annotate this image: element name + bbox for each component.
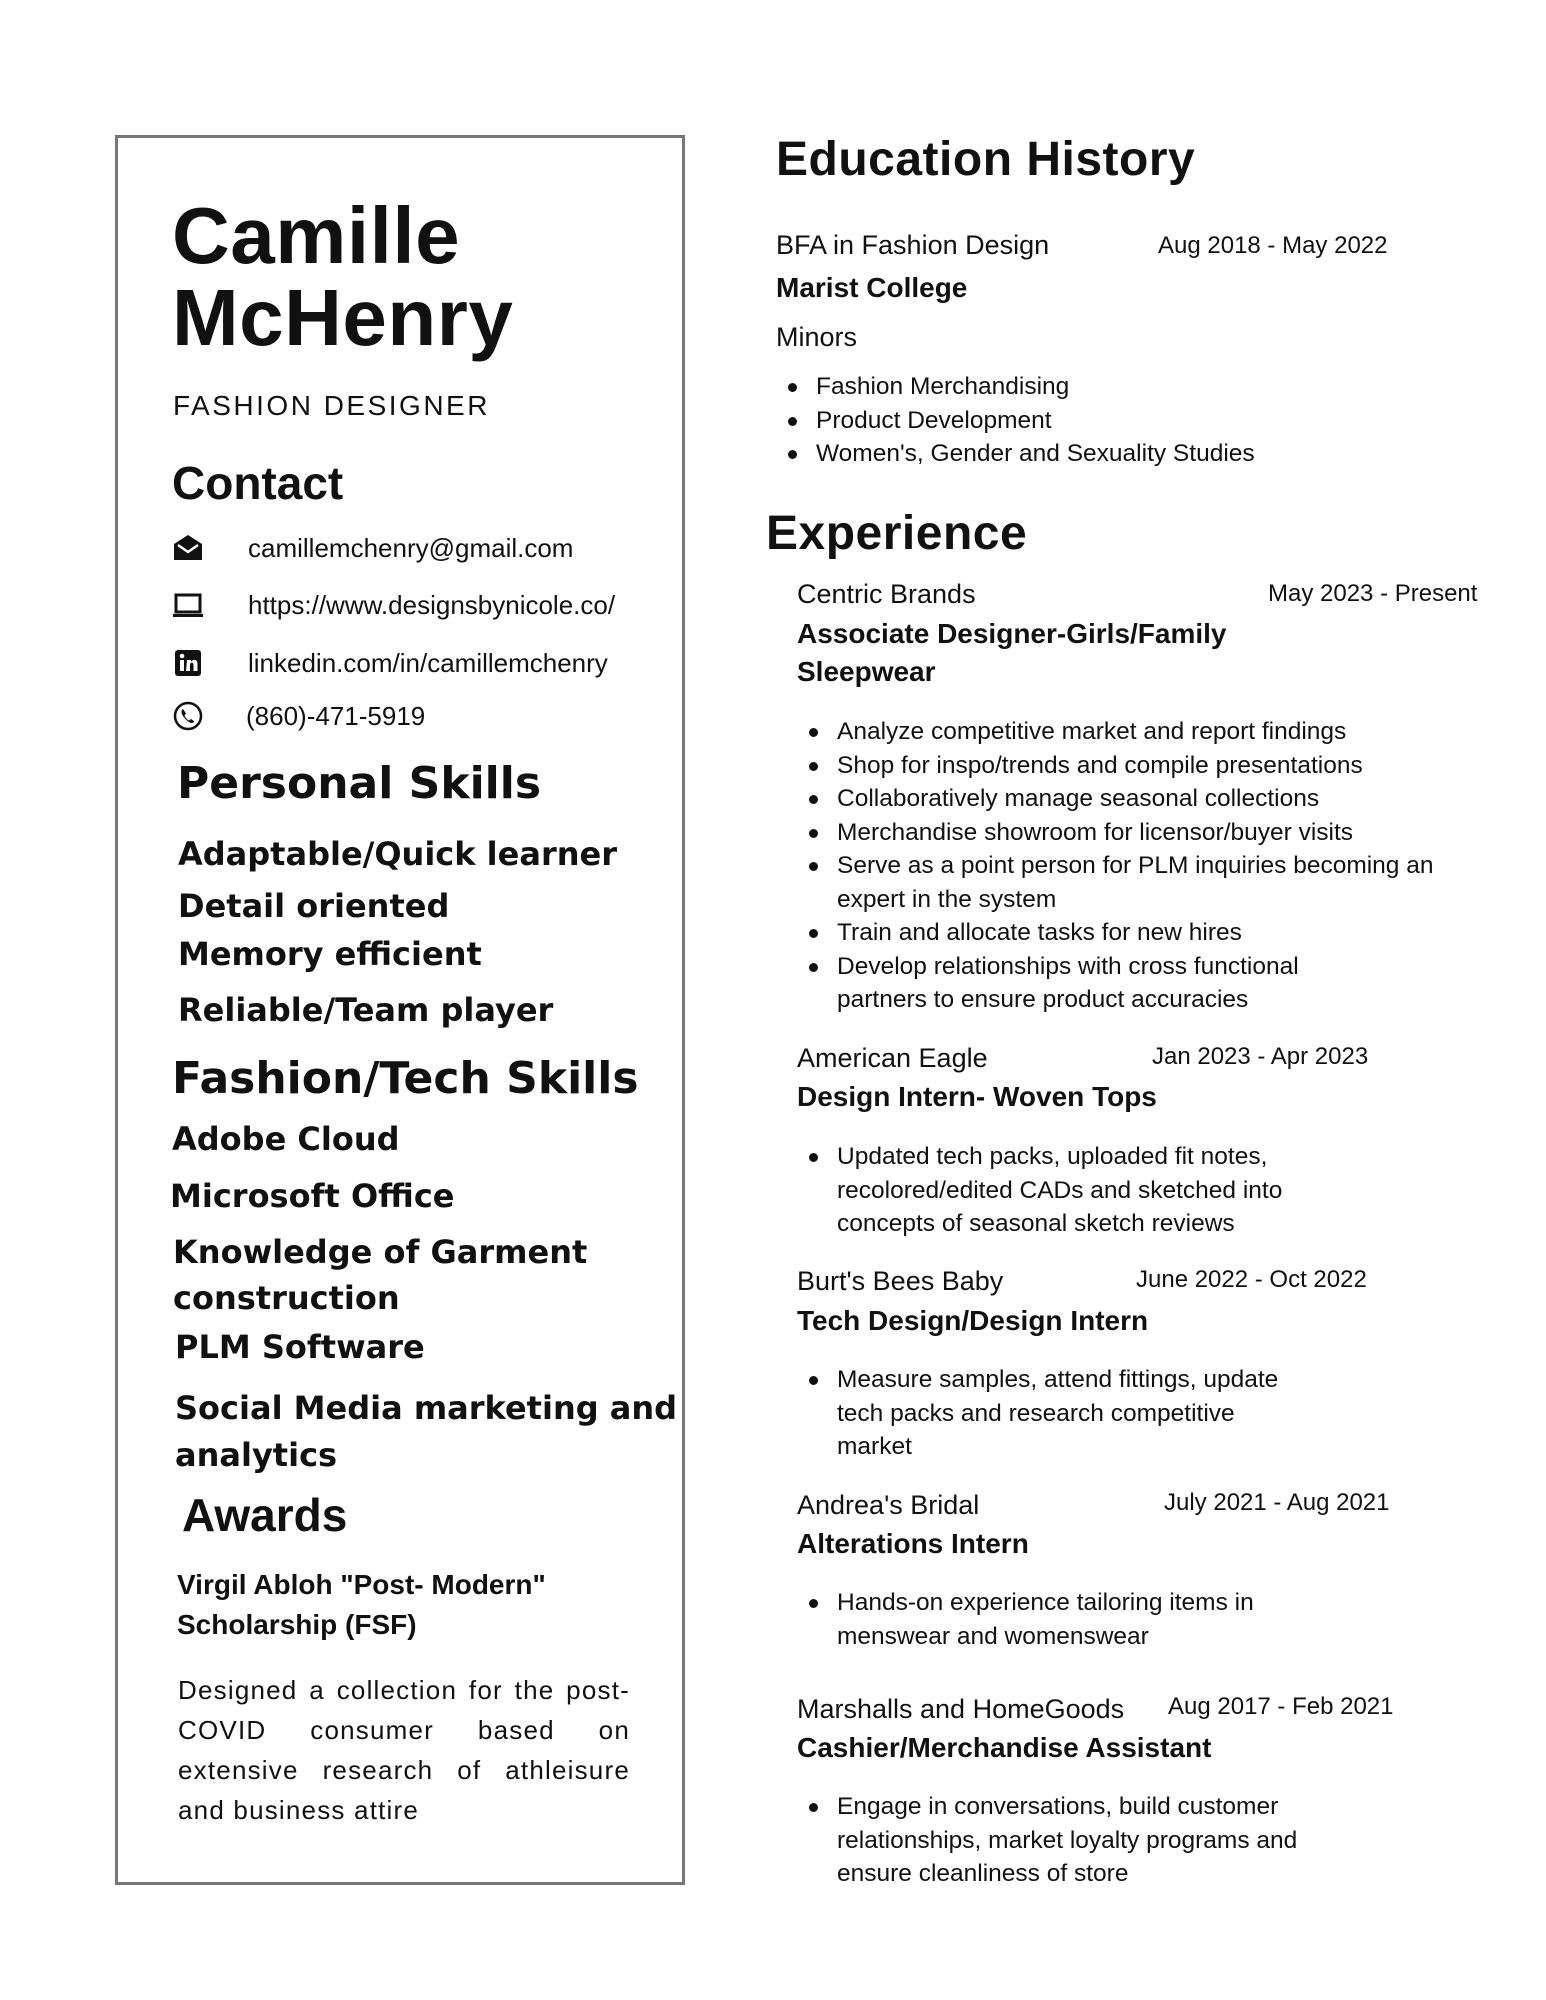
personal-skills-heading: Personal Skills [177, 758, 542, 809]
job-bullets [797, 1363, 1297, 1464]
list-item: Hands-on experience tailoring items in menswear and womenswear [797, 1586, 1307, 1653]
job-title: Tech Design/Design Intern [797, 1305, 1149, 1336]
personal-skill: Reliable/Team player [178, 991, 554, 1029]
job-title: Alterations Intern [797, 1528, 1029, 1559]
contact-email[interactable] [172, 530, 672, 566]
award-description: Designed a collection for the post-COVID consumer based on extensive research of athleisure and business attire [178, 1675, 630, 1825]
list-item: Women's, Gender and Sexuality Studies [776, 437, 1336, 471]
job-company: Burt's Bees Baby [797, 1266, 1004, 1296]
education-degree: BFA in Fashion Design [776, 230, 1050, 260]
job-bullets [797, 1790, 1357, 1891]
website-text: https://www.designsbynicole.co/ [248, 590, 616, 620]
list-item: Analyze competitive market and report findings [797, 715, 1437, 749]
job-dates: June 2022 - Oct 2022 [1136, 1266, 1367, 1293]
tech-skill: Knowledge of Garment [173, 1233, 588, 1271]
job-bullets [797, 1140, 1337, 1241]
education-heading: Education History [776, 133, 1196, 186]
name-first: Camille [172, 191, 461, 280]
phone-icon [172, 700, 204, 732]
linkedin-icon [172, 647, 204, 679]
personal-skill: Memory efficient [178, 935, 482, 973]
list-item: Collaboratively manage seasonal collections [797, 782, 1437, 816]
job-title: Design Intern- Woven Tops [797, 1081, 1157, 1112]
tech-skill: analytics [175, 1436, 338, 1474]
list-item: Train and allocate tasks for new hires [797, 916, 1437, 950]
personal-skill: Adaptable/Quick learner [178, 835, 617, 873]
awards-heading: Awards [182, 1489, 348, 1541]
phone-text: (860)-471-5919 [246, 701, 426, 731]
minors-label: Minors [776, 322, 858, 352]
job-bullets [797, 715, 1437, 1017]
job-title: Cashier/Merchandise Assistant [797, 1732, 1212, 1763]
minors-list [776, 370, 1336, 471]
email-text: camillemchenry@gmail.com [248, 533, 574, 563]
list-item: Product Development [776, 404, 1336, 438]
list-item: Develop relationships with cross functional partners to ensure product accuracies [797, 950, 1377, 1017]
job-dates: Jan 2023 - Apr 2023 [1152, 1043, 1369, 1070]
list-item: Measure samples, attend fittings, update tech packs and research competitive market [797, 1363, 1307, 1464]
tech-skills-heading: Fashion/Tech Skills [172, 1053, 639, 1104]
personal-skill: Detail oriented [178, 887, 450, 925]
job-title: Associate Designer-Girls/Family [797, 618, 1227, 649]
award-title: Virgil Abloh "Post- Modern" Scholarship (FSF) [177, 1569, 546, 1640]
job-bullets [797, 1586, 1297, 1653]
job-role: FASHION DESIGNER [173, 390, 490, 421]
name-last: McHenry [172, 273, 514, 362]
job-company: Marshalls and HomeGoods [797, 1694, 1125, 1724]
tech-skill: Microsoft Office [170, 1177, 455, 1215]
job-company: Andrea's Bridal [797, 1490, 980, 1520]
linkedin-text: linkedin.com/in/camillemchenry [248, 648, 608, 678]
contact-heading: Contact [172, 457, 344, 509]
list-item: Engage in conversations, build customer relationships, market loyalty programs and ensure cleanliness of store [797, 1790, 1357, 1891]
job-dates: Aug 2017 - Feb 2021 [1168, 1693, 1394, 1720]
contact-website[interactable] [172, 587, 672, 623]
tech-skill: construction [173, 1279, 400, 1317]
job-title-continued: Sleepwear [797, 656, 936, 687]
job-dates: May 2023 - Present [1268, 580, 1478, 607]
tech-skill: PLM Software [175, 1328, 425, 1366]
tech-skill: Social Media marketing and [175, 1389, 678, 1427]
list-item: Updated tech packs, uploaded fit notes, recolored/edited CADs and sketched into concepts of seasonal sketch reviews [797, 1140, 1337, 1241]
list-item: Serve as a point person for PLM inquiries becoming an expert in the system [797, 849, 1437, 916]
contact-phone[interactable] [172, 698, 672, 734]
education-dates: Aug 2018 - May 2022 [1158, 232, 1388, 259]
education-school: Marist College [776, 272, 968, 303]
experience-heading: Experience [766, 507, 1028, 560]
tech-skill: Adobe Cloud [172, 1120, 400, 1158]
contact-linkedin[interactable] [172, 645, 672, 681]
laptop-icon [172, 589, 204, 621]
list-item: Fashion Merchandising [776, 370, 1336, 404]
job-company: American Eagle [797, 1043, 988, 1073]
list-item: Shop for inspo/trends and compile presentations [797, 749, 1437, 783]
list-item: Merchandise showroom for licensor/buyer visits [797, 816, 1437, 850]
job-company: Centric Brands [797, 579, 976, 609]
job-dates: July 2021 - Aug 2021 [1164, 1489, 1390, 1516]
envelope-icon [172, 532, 204, 564]
